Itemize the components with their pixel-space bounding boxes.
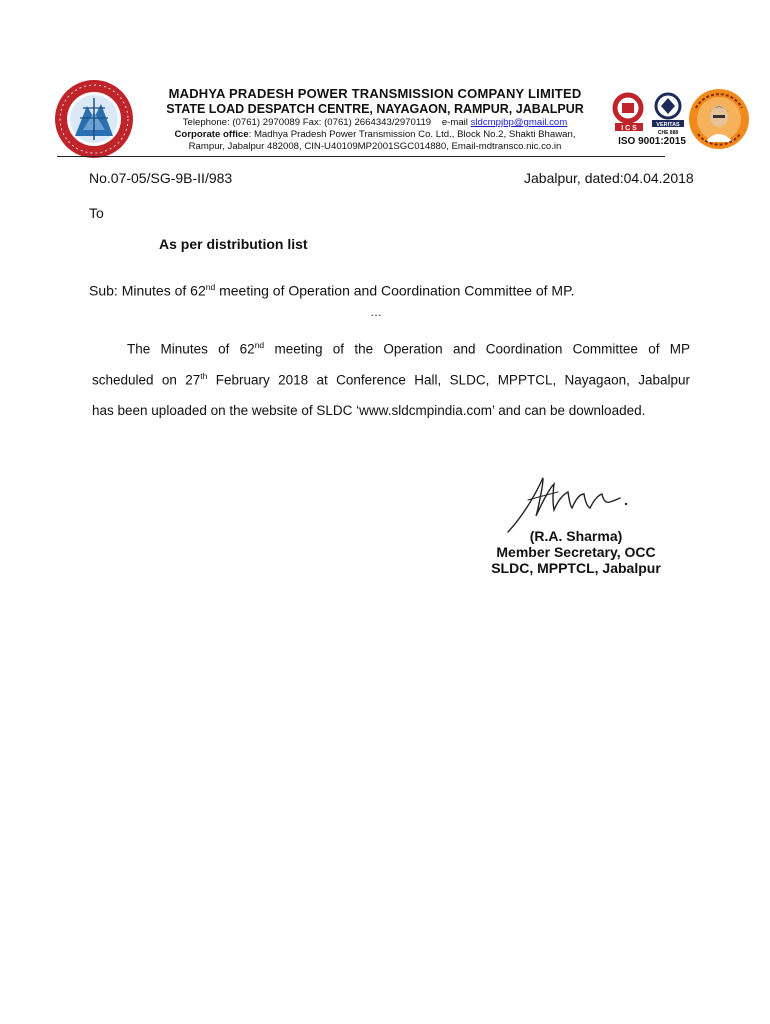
portrait-emblem bbox=[688, 86, 750, 152]
company-name: MADHYA PRADESH POWER TRANSMISSION COMPANY LIMITED bbox=[168, 86, 582, 101]
signatory-office: SLDC, MPPTCL, Jabalpur bbox=[491, 560, 661, 576]
telephone: Telephone: (0761) 2970089 Fax: (0761) 2664343/2970119 bbox=[182, 117, 432, 128]
signatory-designation: Member Secretary, OCC bbox=[496, 544, 656, 560]
subject-suffix: meeting of Operation and Coordination Committee of MP. bbox=[215, 282, 575, 299]
corporate-line-2: Rampur, Jabalpur 482008, CIN-U40109MP2001SGC014880, Email-mdtransco.nic.co.in bbox=[188, 141, 562, 152]
ics-label: I C S bbox=[621, 125, 637, 132]
contact-line bbox=[140, 117, 610, 129]
body-line-3: has been uploaded on the website of SLDC ‘www.sldcmpindia.com’ and can be downloaded. bbox=[92, 403, 646, 418]
para2-a: scheduled on 27 bbox=[92, 372, 201, 388]
corporate-line bbox=[140, 129, 610, 141]
certifier-name: VERITAS bbox=[656, 122, 680, 128]
signatory-name: (R.A. Sharma) bbox=[529, 528, 623, 544]
subject-sup: nd bbox=[205, 282, 216, 292]
body-line-2 bbox=[92, 371, 690, 388]
subject-line bbox=[89, 282, 575, 299]
corporate-text: : Madhya Pradesh Power Transmission Co. Ltd., Block No.2, Shakti Bhawan, bbox=[248, 129, 576, 140]
para1-sup: nd bbox=[254, 340, 265, 350]
para2-sup: th bbox=[200, 371, 208, 381]
handwritten-signature bbox=[498, 470, 638, 536]
body-line-1 bbox=[92, 340, 690, 357]
letter-date: Jabalpur, dated:04.04.2018 bbox=[524, 170, 694, 186]
email-link[interactable]: sldcmpjbp@gmail.com bbox=[470, 117, 568, 128]
salutation-to: To bbox=[89, 205, 104, 221]
para1-a: The Minutes of 62 bbox=[127, 341, 255, 357]
certifier-code: CHE 888 bbox=[657, 130, 679, 136]
header-divider bbox=[57, 156, 665, 157]
para2-b: February 2018 at Conference Hall, SLDC, MPPTCL, Nayagaon, Jabalpur bbox=[207, 372, 690, 388]
signatory-block bbox=[476, 528, 676, 576]
unit-name: STATE LOAD DESPATCH CENTRE, NAYAGAON, RAMPUR, JABALPUR bbox=[166, 102, 584, 116]
corporate-label: Corporate office bbox=[174, 129, 249, 140]
subject-dots: … bbox=[370, 305, 382, 319]
letterhead bbox=[140, 86, 610, 153]
recipient: As per distribution list bbox=[159, 236, 308, 252]
subject-prefix: Sub: Minutes of 62 bbox=[89, 282, 206, 299]
reference-number: No.07-05/SG-9B-II/983 bbox=[89, 170, 233, 186]
company-seal-logo bbox=[53, 78, 135, 160]
email-label: e-mail bbox=[441, 117, 468, 128]
para1-b: meeting of the Operation and Coordination Committee of MP bbox=[264, 341, 691, 357]
iso-certification: ISO 9001:2015 bbox=[618, 136, 686, 147]
